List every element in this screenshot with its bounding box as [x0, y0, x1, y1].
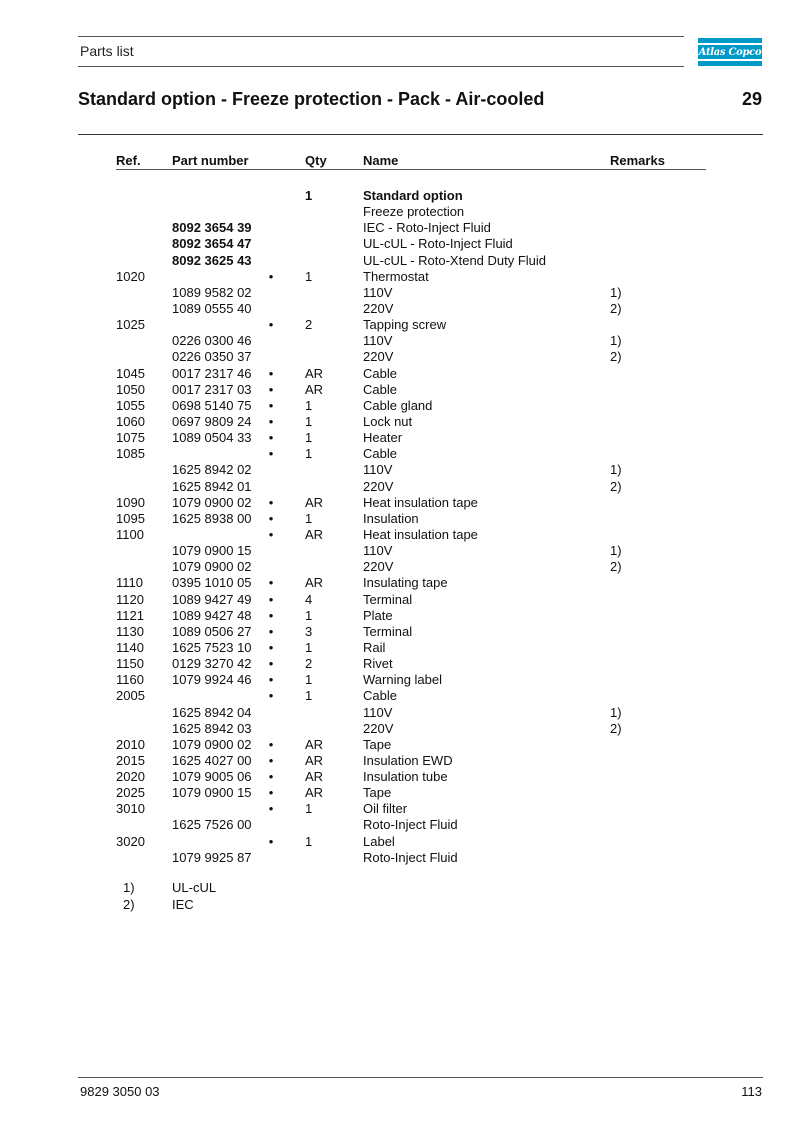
header-rule-bottom — [78, 66, 684, 67]
qty-cell: AR — [305, 381, 324, 397]
qty-cell: 1 — [305, 510, 313, 526]
table-row — [0, 495, 800, 511]
remarks-cell: 2) — [610, 720, 622, 736]
table-row — [0, 656, 800, 672]
qty-cell: 3 — [305, 623, 313, 639]
level-bullet: • — [268, 656, 274, 672]
name-cell: 220V — [363, 559, 394, 575]
level-bullet: • — [268, 688, 274, 704]
part-number-cell: 1625 8942 01 — [172, 478, 252, 494]
column-header-name: Name — [363, 153, 399, 168]
name-cell: 220V — [363, 349, 394, 365]
table-row — [0, 672, 800, 688]
qty-cell: AR — [305, 575, 324, 591]
part-number-cell: 1079 9924 46 — [172, 672, 252, 688]
name-cell: 110V — [363, 284, 393, 300]
qty-cell: AR — [305, 526, 324, 542]
part-number-cell: 1625 7526 00 — [172, 817, 252, 833]
level-bullet: • — [268, 430, 274, 446]
level-bullet: • — [268, 365, 274, 381]
name-cell: Cable — [363, 381, 397, 397]
table-row — [0, 834, 800, 850]
ref-cell: 2010 — [116, 736, 145, 752]
part-number-cell: 1089 0506 27 — [172, 623, 252, 639]
qty-cell: AR — [305, 494, 324, 510]
name-cell: UL-cUL - Roto-Inject Fluid — [363, 236, 513, 252]
part-number-cell: 1625 8942 04 — [172, 704, 252, 720]
ref-cell: 1130 — [116, 623, 144, 639]
footnote-text: UL-cUL — [172, 880, 217, 895]
part-number-cell: 1079 0900 02 — [172, 559, 252, 575]
table-row — [0, 301, 800, 317]
level-bullet: • — [268, 510, 274, 526]
level-bullet: • — [268, 623, 274, 639]
part-number-cell: 1089 9582 02 — [172, 284, 252, 300]
table-row — [0, 285, 800, 301]
table-row — [0, 624, 800, 640]
level-bullet: • — [268, 785, 274, 801]
part-number-cell: 1089 0504 33 — [172, 430, 252, 446]
table-row — [0, 705, 800, 721]
remarks-cell: 2) — [610, 349, 622, 365]
part-number-cell: 1625 4027 00 — [172, 752, 252, 768]
remarks-cell: 2) — [610, 478, 622, 494]
column-header-ref: Ref. — [116, 153, 141, 168]
table-row — [0, 817, 800, 833]
table-row — [0, 608, 800, 624]
table-row — [0, 753, 800, 769]
name-cell: Thermostat — [363, 268, 429, 284]
part-number-cell: 1625 8942 03 — [172, 720, 252, 736]
part-number-cell: 0698 5140 75 — [172, 397, 252, 413]
name-cell: Heater — [363, 430, 403, 446]
title-divider — [78, 134, 763, 135]
remarks-cell: 1) — [610, 704, 622, 720]
level-bullet: • — [268, 268, 274, 284]
qty-cell: 4 — [305, 591, 313, 607]
part-number-cell: 0697 9809 24 — [172, 413, 252, 429]
name-cell: Heat insulation tape — [363, 494, 478, 510]
level-bullet: • — [268, 397, 274, 413]
table-row — [0, 640, 800, 656]
name-cell: 220V — [363, 300, 394, 316]
ref-cell: 2015 — [116, 752, 145, 768]
footnote — [0, 897, 800, 914]
qty-cell: 1 — [305, 607, 313, 623]
table-row — [0, 575, 800, 591]
footnote — [0, 880, 800, 897]
ref-cell: 1085 — [116, 446, 145, 462]
name-cell: Terminal — [363, 623, 413, 639]
name-cell: Oil filter — [363, 801, 408, 817]
name-cell: Heat insulation tape — [363, 526, 478, 542]
level-bullet: • — [268, 639, 274, 655]
part-number-cell: 0129 3270 42 — [172, 656, 252, 672]
remarks-cell: 1) — [610, 543, 622, 559]
level-bullet: • — [268, 317, 274, 333]
table-row — [0, 253, 800, 269]
remarks-cell: 1) — [610, 284, 622, 300]
qty-cell: 1 — [305, 446, 313, 462]
qty-cell: 1 — [305, 801, 313, 817]
ref-cell: 2025 — [116, 785, 145, 801]
level-bullet: • — [268, 413, 274, 429]
logo-text: Atlas Copco — [698, 46, 762, 58]
table-row — [0, 543, 800, 559]
footnote-text: IEC — [172, 897, 194, 912]
name-cell: Cable — [363, 688, 397, 704]
table-row — [0, 398, 800, 414]
table-row — [0, 527, 800, 543]
qty-cell: AR — [305, 736, 324, 752]
parts-table — [0, 188, 800, 866]
table-row — [0, 317, 800, 333]
name-cell: Roto-Inject Fluid — [363, 849, 458, 865]
level-bullet: • — [268, 381, 274, 397]
part-number-cell: 0226 0300 46 — [172, 333, 252, 349]
name-cell: Tapping screw — [363, 317, 447, 333]
ref-cell: 1120 — [116, 591, 144, 607]
ref-cell: 1090 — [116, 494, 145, 510]
name-cell: 110V — [363, 543, 393, 559]
part-number-cell: 0017 2317 46 — [172, 365, 252, 381]
level-bullet: • — [268, 607, 274, 623]
level-bullet: • — [268, 833, 274, 849]
qty-cell: AR — [305, 365, 324, 381]
table-row — [0, 349, 800, 365]
table-row — [0, 366, 800, 382]
name-cell: Roto-Inject Fluid — [363, 817, 458, 833]
qty-cell: 1 — [305, 688, 313, 704]
level-bullet: • — [268, 752, 274, 768]
ref-cell: 1110 — [116, 575, 143, 591]
table-row — [0, 479, 800, 495]
table-row — [0, 737, 800, 753]
level-bullet: • — [268, 801, 274, 817]
name-cell: Insulating tape — [363, 575, 448, 591]
document-number: 9829 3050 03 — [80, 1084, 160, 1099]
part-number-cell: 1625 8938 00 — [172, 510, 252, 526]
part-number-cell: 8092 3625 43 — [172, 252, 252, 268]
name-cell: IEC - Roto-Inject Fluid — [363, 220, 491, 236]
ref-cell: 1100 — [116, 526, 144, 542]
qty-cell: 1 — [305, 188, 313, 203]
table-row — [0, 850, 800, 866]
qty-cell: 1 — [305, 833, 313, 849]
name-cell: Plate — [363, 607, 393, 623]
ref-cell: 1150 — [116, 656, 144, 672]
part-number-cell: 1079 0900 15 — [172, 543, 252, 559]
part-number-cell: 0017 2317 03 — [172, 381, 252, 397]
part-number-cell: 1079 0900 02 — [172, 736, 252, 752]
ref-cell: 3020 — [116, 833, 145, 849]
column-header-remarks: Remarks — [610, 153, 665, 168]
name-cell: 110V — [363, 704, 393, 720]
table-row — [0, 269, 800, 285]
name-cell: Cable gland — [363, 397, 433, 413]
footer-divider — [78, 1077, 763, 1078]
name-cell: Rivet — [363, 656, 393, 672]
table-row — [0, 511, 800, 527]
part-number-cell: 1089 9427 48 — [172, 607, 252, 623]
ref-cell: 1121 — [116, 607, 144, 623]
qty-cell: 1 — [305, 430, 313, 446]
table-row — [0, 801, 800, 817]
name-cell: Tape — [363, 736, 392, 752]
name-cell: Freeze protection — [363, 204, 465, 220]
remarks-cell: 2) — [610, 300, 622, 316]
part-number-cell: 0226 0350 37 — [172, 349, 252, 365]
ref-cell: 1140 — [116, 639, 144, 655]
ref-cell: 1050 — [116, 381, 145, 397]
qty-cell: 2 — [305, 656, 313, 672]
part-number-cell: 8092 3654 47 — [172, 236, 252, 252]
ref-cell: 3010 — [116, 801, 145, 817]
column-header-part-number: Part number — [172, 153, 249, 168]
name-cell: Standard option — [363, 188, 463, 203]
qty-cell: 1 — [305, 672, 313, 688]
name-cell: Rail — [363, 639, 386, 655]
ref-cell: 2020 — [116, 769, 145, 785]
name-cell: Lock nut — [363, 413, 413, 429]
level-bullet: • — [268, 494, 274, 510]
table-row — [0, 236, 800, 252]
level-bullet: • — [268, 446, 274, 462]
level-bullet: • — [268, 526, 274, 542]
part-number-cell: 8092 3654 39 — [172, 220, 252, 236]
table-row — [0, 220, 800, 236]
section-page-number: 29 — [741, 89, 762, 109]
name-cell: Insulation EWD — [363, 752, 453, 768]
qty-cell: AR — [305, 752, 324, 768]
qty-cell: 1 — [305, 639, 313, 655]
brand-logo — [698, 38, 762, 66]
table-row — [0, 446, 800, 462]
table-row — [0, 785, 800, 801]
part-number-cell: 1625 8942 02 — [172, 462, 252, 478]
table-row — [0, 462, 800, 478]
name-cell: 110V — [363, 333, 393, 349]
part-number-cell: 1079 0900 15 — [172, 785, 252, 801]
remarks-cell: 1) — [610, 333, 622, 349]
part-number-cell: 1079 9005 06 — [172, 769, 252, 785]
part-number-cell: 0395 1010 05 — [172, 575, 252, 591]
column-header-divider — [116, 169, 706, 170]
ref-cell: 1055 — [116, 397, 145, 413]
table-row — [0, 430, 800, 446]
level-bullet: • — [268, 575, 274, 591]
table-row — [0, 769, 800, 785]
name-cell: 110V — [363, 462, 393, 478]
table-row — [0, 414, 800, 430]
qty-cell: AR — [305, 785, 324, 801]
ref-cell: 1025 — [116, 317, 145, 333]
table-row — [0, 204, 800, 220]
footnote-mark: 1) — [123, 880, 135, 895]
name-cell: Tape — [363, 785, 392, 801]
part-number-cell: 1079 0900 02 — [172, 494, 252, 510]
qty-cell: 1 — [305, 413, 313, 429]
ref-cell: 2005 — [116, 688, 145, 704]
qty-cell: 1 — [305, 397, 313, 413]
footnote-mark: 2) — [123, 897, 135, 912]
ref-cell: 1075 — [116, 430, 145, 446]
table-row — [0, 188, 800, 204]
part-number-cell: 1089 9427 49 — [172, 591, 252, 607]
qty-cell: 1 — [305, 268, 313, 284]
page-title: Standard option - Freeze protection - Pack - Air-cooled — [78, 89, 545, 109]
table-row — [0, 688, 800, 704]
ref-cell: 1095 — [116, 510, 145, 526]
name-cell: Label — [363, 833, 395, 849]
part-number-cell: 1089 0555 40 — [172, 300, 252, 316]
qty-cell: 2 — [305, 317, 313, 333]
name-cell: Cable — [363, 446, 397, 462]
remarks-cell: 2) — [610, 559, 622, 575]
ref-cell: 1045 — [116, 365, 145, 381]
table-row — [0, 333, 800, 349]
level-bullet: • — [268, 672, 274, 688]
part-number-cell: 1625 7523 10 — [172, 639, 252, 655]
qty-cell: AR — [305, 769, 324, 785]
page-number: 113 — [741, 1084, 762, 1099]
name-cell: Warning label — [363, 672, 443, 688]
name-cell: 220V — [363, 720, 394, 736]
column-header-qty: Qty — [305, 153, 327, 168]
header-rule-top — [78, 36, 684, 37]
name-cell: 220V — [363, 478, 394, 494]
name-cell: Cable — [363, 365, 397, 381]
ref-cell: 1160 — [116, 672, 144, 688]
section-label: Parts list — [80, 43, 134, 59]
table-row — [0, 559, 800, 575]
footnotes — [0, 880, 800, 914]
name-cell: Insulation tube — [363, 769, 448, 785]
table-row — [0, 382, 800, 398]
level-bullet: • — [268, 736, 274, 752]
table-row — [0, 592, 800, 608]
name-cell: Insulation — [363, 510, 419, 526]
ref-cell: 1060 — [116, 413, 145, 429]
table-row — [0, 721, 800, 737]
level-bullet: • — [268, 769, 274, 785]
remarks-cell: 1) — [610, 462, 622, 478]
part-number-cell: 1079 9925 87 — [172, 849, 252, 865]
ref-cell: 1020 — [116, 268, 145, 284]
name-cell: Terminal — [363, 591, 413, 607]
name-cell: UL-cUL - Roto-Xtend Duty Fluid — [363, 252, 547, 268]
level-bullet: • — [268, 591, 274, 607]
